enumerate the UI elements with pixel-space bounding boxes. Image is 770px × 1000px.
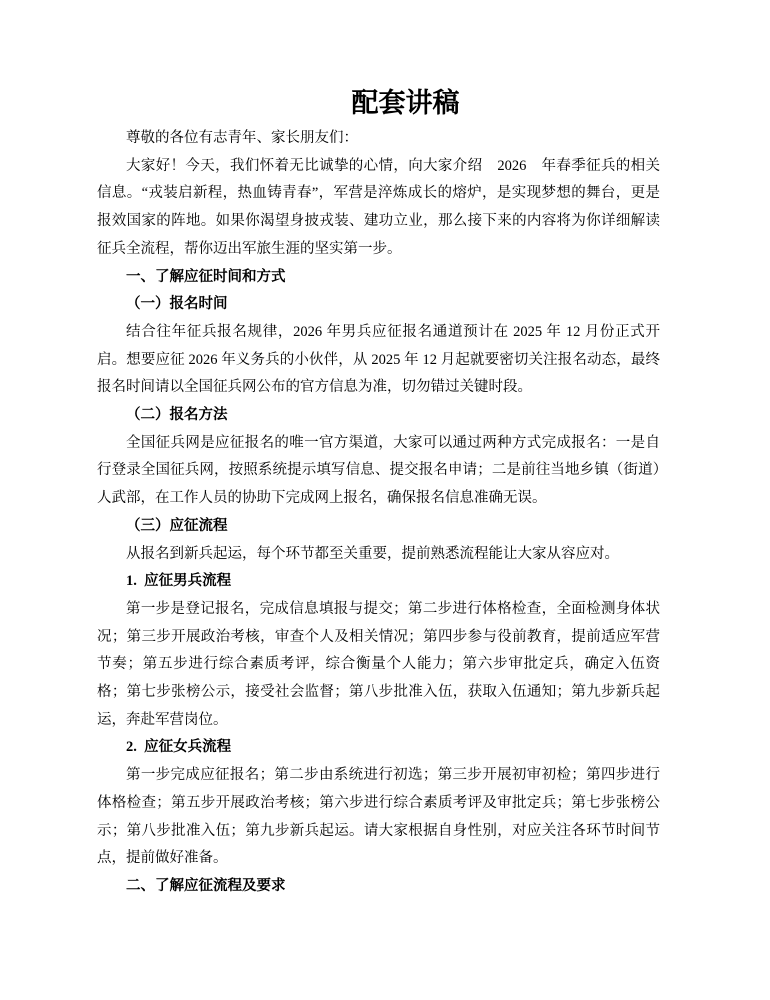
document-title: 配套讲稿: [351, 88, 460, 118]
subsection-1-3-heading: （三）应征流程: [126, 517, 228, 534]
process-intro-paragraph: 从报名到新兵起运，每个环节都至关重要，提前熟悉流程能让大家从容应对。: [126, 545, 619, 562]
male-process-heading: 1. 应征男兵流程: [126, 573, 232, 590]
subsection-1-2-heading: （二）报名方法: [126, 407, 228, 424]
document-content: [97, 85, 660, 901]
male-process-paragraph: 第一步是登记报名，完成信息填报与提交；第二步进行体格检查，全面检测身体状况；第三步开展政治考核，审查个人及相关情况；第四步参与役前教育，提前适应军营节奏；第五步进行综合素质考评，综合衡量个人能力；第六步审批定兵，确定入伍资格；第七步张榜公示，接受社会监督；第八步批准入伍，获取入伍通知；第九步新兵起运，奔赴军营岗位。: [97, 600, 660, 728]
female-process-heading: 2. 应征女兵流程: [126, 739, 232, 756]
subsection-1-1-heading: （一）报名时间: [126, 296, 228, 313]
signup-method-paragraph: 全国征兵网是应征报名的唯一官方渠道，大家可以通过两种方式完成报名：一是自行登录全国征兵网，按照系统提示填写信息、提交报名申请；二是前往当地乡镇（街道）人武部，在工作人员的协助下完成网上报名，确保报名信息准确无误。: [97, 434, 660, 507]
female-process-paragraph: 第一步完成应征报名；第二步由系统进行初选；第三步开展初审初检；第四步进行体格检查；第五步开展政治考核；第六步进行综合素质考评及审批定兵；第七步张榜公示；第八步批准入伍；第九步新兵起运。请大家根据自身性别，对应关注各环节时间节点，提前做好准备。: [97, 767, 660, 867]
section-1-heading: 一、了解应征时间和方式: [126, 268, 286, 285]
section-2-heading: 二、了解应征流程及要求: [126, 877, 286, 894]
intro-paragraph: 大家好！今天，我们怀着无比诚挚的心情，向大家介绍 2026 年春季征兵的相关信息。“戎装启新程，热血铸青春”，军营是淬炼成长的熔炉，是实现梦想的舞台，更是报效国家的阵地。如果你渴望身披戎装、建功立业，那么接下来的内容将为你详细解读征兵全流程，帮你迈出军旅生涯的坚实第一步。: [97, 157, 660, 257]
signup-time-paragraph: 结合往年征兵报名规律，2026 年男兵应征报名通道预计在 2025 年 12 月份正式开启。想要应征 2026 年义务兵的小伙伴，从 2025 年 12 月起就要密切关注报名动态，最终报名时间请以全国征兵网公布的官方信息为准，切勿错过关键时段。: [97, 323, 660, 396]
salutation-line: 尊敬的各位有志青年、家长朋友们：: [126, 130, 358, 146]
